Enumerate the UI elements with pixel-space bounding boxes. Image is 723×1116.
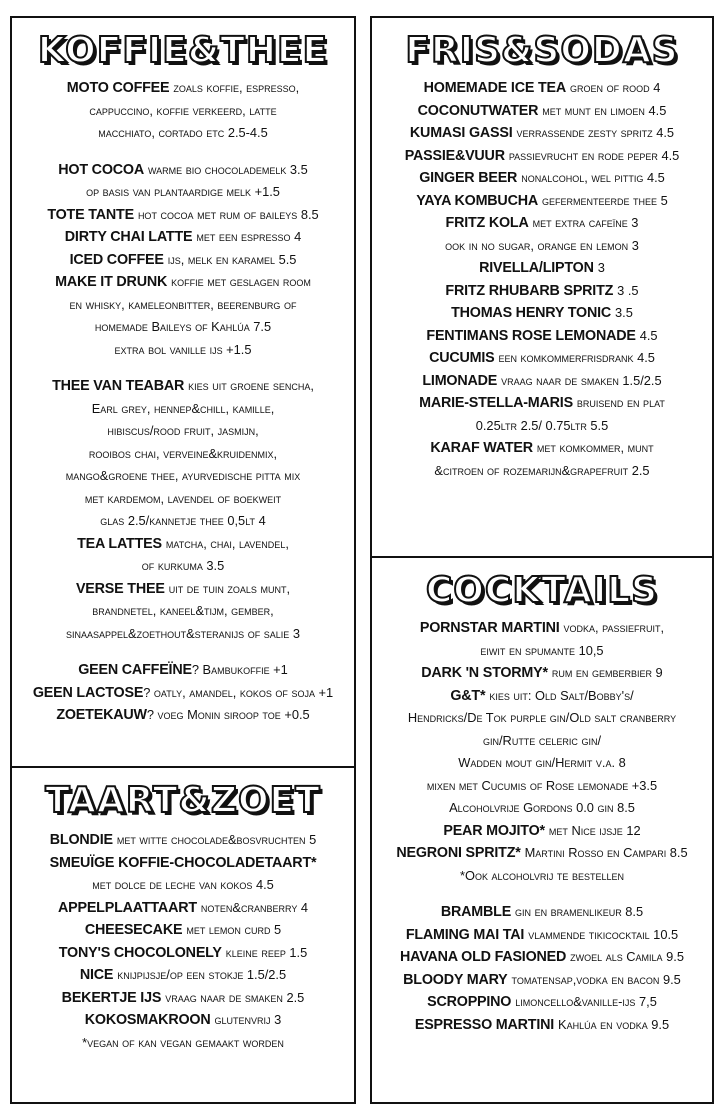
item-description: rooibos chai, verveine&kruidenmix, [88,445,278,461]
item-name: ICED COFFEE [69,251,164,268]
item-name: G&T* [450,687,486,704]
menu-line [372,901,712,924]
taart-zoet-panel [10,766,356,1104]
menu-line [12,204,354,227]
menu-line [12,874,354,897]
menu-line [12,555,354,578]
item-description: 0.25ltr 2.5/ 0.75ltr 5.5 [475,417,609,433]
item-description: glutenvrij 3 [214,1012,282,1027]
item-description: met kardemom, lavendel of boekweit [84,490,282,506]
menu-line [12,181,354,204]
item-description: 3 [597,260,605,275]
menu-line [372,685,712,708]
item-description: Alcoholvrije Gordons 0.0 gin 8.5 [449,800,635,815]
item-description: Wadden mout gin/Hermit v.a. 8 [458,755,626,770]
menu-line [12,533,354,556]
item-name: THEE VAN TEABAR [52,378,185,394]
menu-line [12,852,354,875]
item-name: HOT COCOA [58,161,145,178]
item-description: ? oatly, amandel, kokos of soja +1 [143,684,334,700]
menu-line [372,167,712,190]
menu-line [12,942,354,965]
menu-line [12,987,354,1010]
menu-line [12,623,354,646]
menu-line [12,420,354,443]
menu-line [12,122,354,145]
menu-line [372,775,712,798]
item-name: ESPRESSO MARTINI [414,1016,555,1033]
item-name: BEKERTJE IJS [61,989,162,1006]
item-name: PASSIE&VUUR [404,147,505,164]
item-description: zwoel als Camila 9.5 [570,949,684,964]
item-description: zoals koffie, espresso, [173,80,300,95]
menu-line [372,302,712,325]
menu-line [372,865,712,888]
item-name: RIVELLA/LIPTON [479,260,594,276]
menu-line [372,392,712,415]
item-name: BLONDIE [49,832,113,848]
item-name: TONY'S CHOCOLONELY [58,944,222,961]
menu-line [372,370,712,393]
item-name: FRITZ KOLA [445,215,529,231]
koffie-thee-items [12,77,354,727]
menu-line [12,897,354,920]
menu-line [372,460,712,483]
item-description: gefermenteerde thee 5 [541,192,668,208]
menu-line [372,77,712,100]
item-name: YAYA KOMBUCHA [416,192,538,209]
item-description: kies uit: Old Salt/Bobby's/ [489,687,634,703]
item-name: BLOODY MARY [403,971,508,988]
item-description: kleine reep 1.5 [225,944,308,960]
group-spacer [372,887,712,901]
item-description: met lemon curd 5 [186,922,282,937]
item-description: tomatensap,vodka en bacon 9.5 [511,971,681,987]
item-description: extra bol vanille ijs +1.5 [114,341,252,357]
menu-line [12,510,354,533]
item-description: vraag naar de smaken 2.5 [165,989,305,1005]
item-name: GINGER BEER [419,170,518,186]
cocktails-title: COCKTAILS [425,570,659,611]
item-name: NEGRONI SPRITZ* [396,845,521,861]
menu-line [372,640,712,663]
menu-line [12,578,354,601]
item-description: ? voeg Monin siroop toe +0.5 [146,707,310,722]
menu-line [372,347,712,370]
item-description: Martini Rosso en Campari 8.5 [524,845,688,860]
koffie-thee-panel [10,16,356,768]
menu-line [12,829,354,852]
menu-line [12,294,354,317]
item-description: met komkommer, munt [536,440,654,455]
menu-line [12,659,354,682]
item-description: ijs, melk en karamel 5.5 [167,251,297,267]
menu-line [372,842,712,865]
group-spacer [12,361,354,375]
menu-line [372,797,712,820]
item-name: BRAMBLE [440,904,512,920]
item-description: eiwit en spumante 10,5 [480,642,604,658]
menu-line [372,1014,712,1037]
item-name: DARK 'N STORMY* [421,665,548,681]
item-description: op basis van plantaardige melk +1.5 [86,184,280,199]
item-description: warme bio chocolademelk 3.5 [148,161,308,177]
menu-line [372,257,712,280]
item-description: of kurkuma 3.5 [141,558,225,573]
menu-line [372,100,712,123]
item-name: DIRTY CHAI LATTE [64,229,193,245]
group-spacer [12,645,354,659]
fris-sodas-items [372,77,712,482]
item-name: PORNSTAR MARTINI [419,620,560,636]
item-description: brandnetel, kaneel&tijm, gember, [92,603,274,618]
item-description: en whisky, kameleonbitter, beerenburg of [69,296,297,312]
item-description: 3 .5 [617,282,639,298]
item-name: CHEESECAKE [84,922,183,938]
item-name: ZOETEKAUW [56,707,147,723]
item-description: kies uit groene sencha, [188,378,314,393]
item-description: vraag naar de smaken 1.5/2.5 [501,372,662,388]
item-description: Earl grey, hennep&chill, kamille, [91,400,275,416]
item-description: verrassende zesty spritz 4.5 [516,125,675,140]
item-description: cappuccino, koffie verkeerd, latte [89,102,277,118]
item-description: matcha, chai, lavendel, [165,535,289,551]
menu-line [372,415,712,438]
menu-line [372,325,712,348]
menu-line [12,398,354,421]
item-description: met een espresso 4 [196,229,302,244]
item-name: PEAR MOJITO* [443,822,545,839]
menu-line [372,280,712,303]
menu-line [372,235,712,258]
item-name: MOTO COFFEE [66,80,170,96]
item-description: 4.5 [639,327,658,343]
menu-line [372,707,712,730]
item-name: GEEN LACTOSE [32,684,144,701]
item-description: mixen met Cucumis of Rose lemonade +3.5 [426,777,658,793]
cocktails-panel [370,556,714,1104]
item-description: vlammende tikicocktail 10.5 [528,926,679,942]
item-description: gin en bramenlikeur 8.5 [515,904,644,919]
item-description: groen of rood 4 [570,80,661,95]
item-name: CUCUMIS [429,350,495,366]
fris-sodas-panel [370,16,714,558]
menu-line [12,159,354,182]
item-description: passievrucht en rode peper 4.5 [508,147,680,163]
menu-line [12,249,354,272]
item-name: SMEUÏGE KOFFIE-CHOCOLADETAART* [49,854,317,871]
item-description: met witte chocolade&bosvruchten 5 [116,832,317,847]
item-name: VERSE THEE [75,580,165,597]
menu-line [372,617,712,640]
menu-line [12,226,354,249]
item-name: APPELPLAATTAART [57,899,197,916]
item-description: nonalcohol, wel pittig 4.5 [521,170,665,185]
item-description: vodka, passiefruit, [563,620,665,635]
menu-line [372,730,712,753]
menu-line [12,443,354,466]
menu-line [372,212,712,235]
item-description: ook in no sugar, orange en lemon 3 [445,237,639,253]
item-name: LIMONADE [422,372,498,389]
item-description: &citroen of rozemarijn&grapefruit 2.5 [434,462,650,478]
item-description: met Nice ijsje 12 [548,822,641,838]
item-description: homemade Baileys of Kahlúa 7.5 [94,319,272,334]
item-description: rum en gemberbier 9 [551,665,663,680]
item-description: koffie met geslagen room [171,274,311,289]
menu-line [12,919,354,942]
item-name: FENTIMANS ROSE LEMONADE [426,327,636,344]
koffie-thee-title: KOFFIE&THEE [37,30,329,71]
item-name: THOMAS HENRY TONIC [451,305,612,321]
menu-line [372,991,712,1014]
item-name: HOMEMADE ICE TEA [423,80,566,96]
item-name: MAKE IT DRUNK [55,274,168,290]
item-description: met munt en limoen 4.5 [542,102,667,118]
menu-line [12,1032,354,1055]
menu-line [12,465,354,488]
menu-line [372,662,712,685]
item-description: sinaasappel&zoethout&steranijs of salie 3 [66,625,300,641]
menu-line [12,964,354,987]
menu-line [372,924,712,947]
item-description: noten&cranberry 4 [200,899,309,915]
item-description: *Ook alcoholvrij te bestellen [459,867,625,883]
item-name: MARIE-STELLA-MARIS [419,395,573,411]
item-name: KUMASI GASSI [409,125,513,141]
item-name: SCROPPINO [427,994,512,1010]
taart-zoet-items [12,829,354,1054]
menu-line [372,190,712,213]
item-name: HAVANA OLD FASIONED [400,949,567,965]
item-description: *vegan of kan vegan gemaakt worden [82,1034,284,1050]
cocktails-items [372,617,712,1036]
group-spacer [12,145,354,159]
menu-line [372,752,712,775]
item-description: Kahlúa en vodka 9.5 [558,1016,670,1032]
menu-line [12,704,354,727]
menu-line [12,339,354,362]
item-description: gin/Rutte celeric gin/ [482,732,602,748]
item-name: COCONUTWATER [417,102,539,119]
item-description: ? Bambukoffie +1 [191,662,288,677]
item-description: 3.5 [615,305,633,320]
item-description: een komkommerfrisdrank 4.5 [498,350,655,365]
menu-line [12,271,354,294]
item-description: hibiscus/rood fruit, jasmijn, [107,423,259,438]
item-name: KOKOSMAKROON [84,1012,211,1028]
item-description: met extra cafeïne 3 [532,215,639,230]
menu-line [372,946,712,969]
menu-line [12,316,354,339]
item-name: FLAMING MAI TAI [405,926,525,943]
menu-line [12,488,354,511]
item-description: met dolce de leche van kokos 4.5 [92,877,274,892]
taart-zoet-title: TAART&ZOET [45,780,321,821]
item-description: macchiato, cortado etc 2.5-4.5 [98,125,268,140]
menu-line [12,682,354,705]
menu-line [12,1009,354,1032]
fris-sodas-title: FRIS&SODAS [405,30,679,71]
item-name: TEA LATTES [77,535,162,552]
item-description: glas 2.5/kannetje thee 0,5lt 4 [100,513,266,528]
item-description: knijpijsje/op een stokje 1.5/2.5 [117,967,287,982]
item-description: uit de tuin zoals munt, [168,580,291,596]
item-description: limoncello&vanille-ijs 7,5 [515,994,657,1009]
item-name: NICE [79,967,114,983]
menu-line [372,820,712,843]
menu-line [12,100,354,123]
item-name: KARAF WATER [430,440,533,456]
item-name: FRITZ RHUBARB SPRITZ [445,282,614,299]
item-description: bruisend en plat [576,395,665,410]
item-name: GEEN CAFFEÏNE [78,662,192,678]
item-name: TOTE TANTE [47,206,134,223]
menu-line [12,77,354,100]
menu-line [12,375,354,398]
item-description: mango&groene thee, ayurvedische pitta mix [65,468,301,483]
item-description: Hendricks/De Tok purple gin/Old salt cranberry [407,710,677,725]
menu-line [372,437,712,460]
menu-line [372,145,712,168]
item-description: hot cocoa met rum of baileys 8.5 [137,206,319,222]
menu-line [12,600,354,623]
menu-line [372,122,712,145]
menu-line [372,969,712,992]
